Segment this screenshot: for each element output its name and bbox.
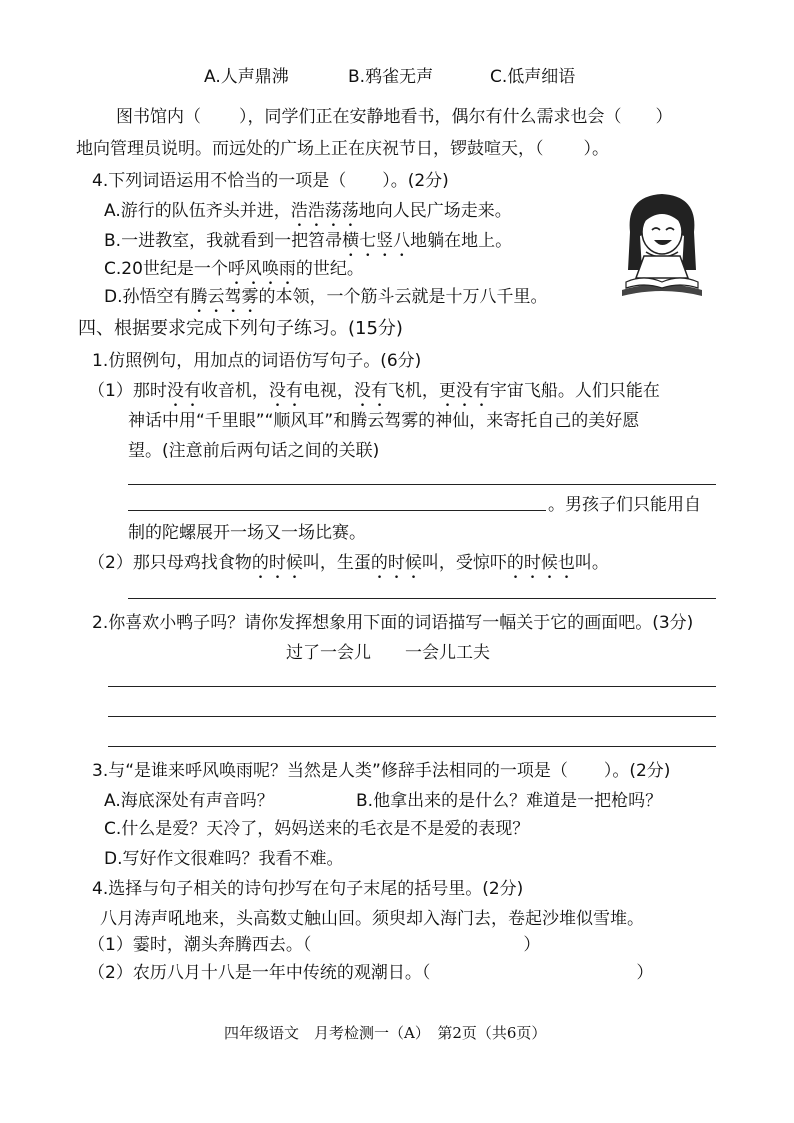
answer-line[interactable] [108, 746, 716, 747]
passage-line-2: 地向管理员说明。而远处的广场上正在庆祝节日，锣鼓喧天，（ ）。 [76, 139, 609, 159]
option-c: C.低声细语 [490, 67, 576, 87]
q4-2-sentence: （2）农历八月十八是一年中传统的观潮日。（ ） [88, 963, 654, 983]
page-footer: 四年级语文 月考检测一（A） 第2页（共6页） [224, 1024, 547, 1042]
dotted-word: 横七竖八 [342, 231, 411, 251]
q3-option-d: D.写好作文很难吗？我看不难。 [104, 849, 344, 869]
q1-1-tail: 。男孩子们只能用自 [548, 495, 701, 515]
option-b: B.鸦雀无声 [348, 67, 434, 87]
q1-1-line-3: 望。(注意前后两句话之间的关联) [128, 441, 380, 461]
dotted-word: 腾云驾雾 [190, 287, 259, 307]
q4-option-c: C.20世纪是一个呼风唤雨的世纪。 [104, 259, 364, 279]
q4-stem: 4.下列词语运用不恰当的一项是（ ）。(2分) [92, 171, 449, 191]
q1-1-line-2: 神话中用“千里眼”“顺风耳”和腾云驾雾的神仙，来寄托自己的美好愿 [128, 411, 640, 431]
passage-line-1: 图书馆内（ ），同学们正在安静地看书，偶尔有什么需求也会（ ） [116, 107, 673, 127]
answer-line[interactable] [128, 484, 716, 485]
q3-option-b: B.他拿出来的是什么？难道是一把枪吗？ [356, 791, 663, 811]
q3-stem: 3.与“是谁来呼风唤雨呢？当然是人类”修辞手法相同的一项是（ ）。(2分) [92, 761, 671, 781]
q3-option-c: C.什么是爱？天冷了，妈妈送来的毛衣是不是爱的表现？ [104, 819, 530, 839]
dotted-word: 浩浩荡荡 [290, 201, 359, 221]
q1-1-line-1: （1）那时没有收音机，没有电视，没有飞机，更没有宇宙飞船。人们只能在 [88, 381, 660, 401]
q3-option-a: A.海底深处有声音吗？ [104, 791, 274, 811]
dotted-word: 呼风唤雨 [227, 259, 296, 279]
q2-stem: 2.你喜欢小鸭子吗？请你发挥想象用下面的词语描写一幅关于它的画面吧。(3分) [92, 613, 694, 633]
answer-line[interactable] [108, 716, 716, 717]
section-four-title: 四、根据要求完成下列句子练习。(15分) [78, 318, 403, 339]
answer-line[interactable] [108, 686, 716, 687]
q4-option-b: B.一进教室，我就看到一把笤帚横七竖八地躺在地上。 [104, 231, 513, 251]
q4-poem-stem: 4.选择与句子相关的诗句抄写在句子末尾的括号里。(2分) [92, 879, 524, 899]
q4-option-a: A.游行的队伍齐头并进，浩浩荡荡地向人民广场走来。 [104, 201, 512, 221]
girl-reading-illustration [616, 186, 708, 298]
answer-line[interactable] [128, 598, 716, 599]
q1-2-sentence: （2）那只母鸡找食物的时候叫，生蛋的时候叫，受惊吓的时候也叫。 [88, 553, 609, 573]
q4-option-d: D.孙悟空有腾云驾雾的本领，一个筋斗云就是十万八千里。 [104, 287, 548, 307]
answer-line[interactable] [128, 510, 546, 511]
q2-words: 过了一会儿 一会儿工夫 [286, 643, 490, 663]
q4-1-sentence: （1）霎时，潮头奔腾西去。（ ） [88, 935, 541, 955]
poem-text: 八月涛声吼地来，头高数丈触山回。须臾却入海门去，卷起沙堆似雪堆。 [100, 909, 644, 929]
q1-stem: 1.仿照例句，用加点的词语仿写句子。(6分) [92, 351, 422, 371]
option-a: A.人声鼎沸 [204, 67, 289, 87]
q1-1-line-5: 制的陀螺展开一场又一场比赛。 [128, 523, 366, 543]
